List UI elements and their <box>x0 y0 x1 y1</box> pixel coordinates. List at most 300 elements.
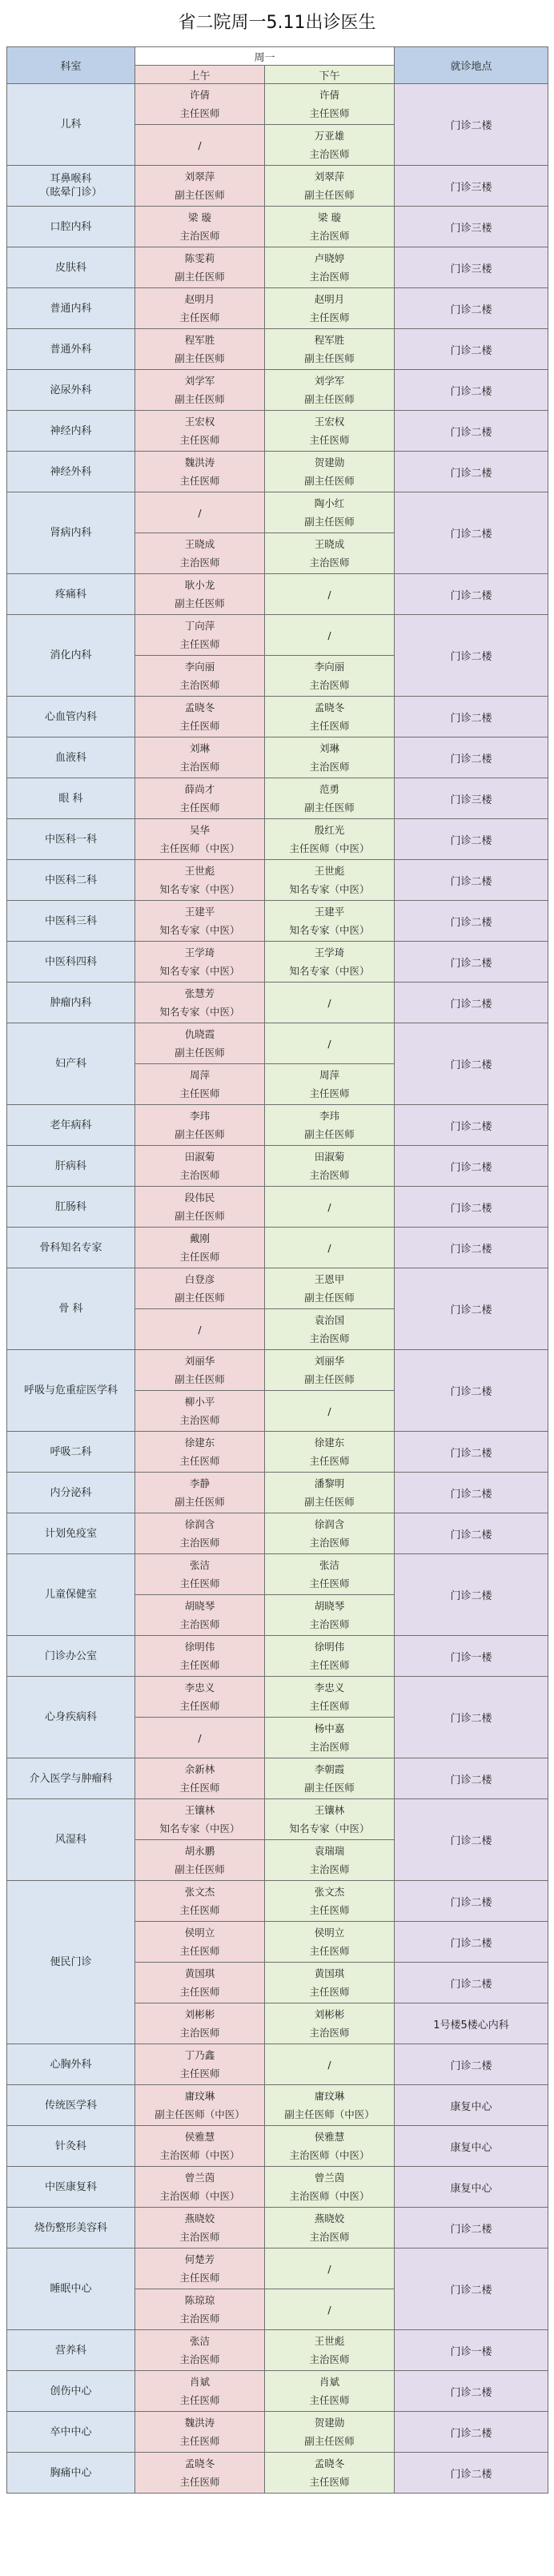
doctor-name: 刘翠萍 <box>314 171 345 183</box>
doctor-name: 张文杰 <box>314 1886 345 1898</box>
doctor-name: 陶小红 <box>314 497 345 509</box>
doctor-title: 主治医师 <box>309 1332 350 1344</box>
location-cell: 门诊二楼 <box>395 1677 548 1758</box>
doctor-name: 范勇 <box>319 783 340 795</box>
doctor-title: 主任医师 <box>179 2394 220 2406</box>
morning-doctor <box>135 533 265 574</box>
doctor-name: 田淑菊 <box>184 1151 215 1163</box>
table-row <box>7 247 548 288</box>
department-cell: 口腔内科 <box>7 207 135 247</box>
department-cell: 创伤中心 <box>7 2371 135 2412</box>
morning-doctor <box>135 1105 265 1146</box>
doctor-title: 主治医师 <box>179 2313 220 2325</box>
doctor-name: 肖斌 <box>189 2376 210 2388</box>
department-cell: 中医科一科 <box>7 819 135 860</box>
doctor-name: 曾兰茵 <box>184 2172 215 2184</box>
doctor-name: 贺建勋 <box>314 2417 345 2429</box>
afternoon-doctor <box>265 1840 395 1881</box>
department-cell: 疼痛科 <box>7 574 135 615</box>
table-row <box>7 1881 548 1922</box>
location-cell: 门诊二楼 <box>395 615 548 697</box>
department-cell: 骨 科 <box>7 1268 135 1350</box>
doctor-title: 主任医师 <box>309 1659 350 1671</box>
doctor-name: 程军胜 <box>314 334 345 346</box>
morning-doctor <box>135 2126 265 2167</box>
doctor-name: 白登彦 <box>184 1273 215 1285</box>
doctor-title: 主任医师（中医） <box>289 842 370 854</box>
department-cell: 介入医学与肿瘤科 <box>7 1758 135 1799</box>
doctor-title: 主任医师 <box>179 1087 220 1099</box>
doctor-name: 陈雯莉 <box>184 252 215 264</box>
doctor-name: 曾兰茵 <box>314 2172 345 2184</box>
location-cell: 门诊二楼 <box>395 737 548 778</box>
table-row <box>7 411 548 452</box>
doctor-title: 主治医师 <box>309 761 350 773</box>
location-cell: 门诊二楼 <box>395 288 548 329</box>
doctor-name: 刘丽华 <box>184 1355 215 1367</box>
doctor-title: 主任医师 <box>309 311 350 324</box>
doctor-name: / <box>327 1200 331 1213</box>
doctor-name: 李向丽 <box>314 661 345 673</box>
doctor-title: 知名专家（中医） <box>289 924 370 936</box>
doctor-title: 知名专家（中医） <box>159 965 240 977</box>
doctor-title: 主任医师 <box>179 1945 220 1957</box>
doctor-name: 赵明月 <box>314 293 345 305</box>
afternoon-doctor <box>265 288 395 329</box>
morning-doctor <box>135 860 265 901</box>
location-cell: 门诊二楼 <box>395 1554 548 1636</box>
doctor-title: 主任医师 <box>179 802 220 814</box>
doctor-title: 主任医师 <box>309 2476 350 2488</box>
doctor-name: / <box>327 2303 331 2316</box>
afternoon-doctor <box>265 574 395 615</box>
location-cell: 门诊二楼 <box>395 1513 548 1554</box>
doctor-name: 陈琼琼 <box>184 2294 215 2306</box>
afternoon-doctor <box>265 615 395 656</box>
doctor-name: 侯雅慧 <box>184 2131 215 2143</box>
afternoon-doctor <box>265 2167 395 2208</box>
doctor-name: 徐润含 <box>184 1518 215 1530</box>
doctor-name: 徐建东 <box>184 1437 215 1449</box>
doctor-name: 徐明伟 <box>314 1641 345 1653</box>
doctor-name: 卢晓婷 <box>314 252 345 264</box>
morning-doctor <box>135 1064 265 1105</box>
table-row <box>7 942 548 983</box>
doctor-name: 张洁 <box>189 1559 210 1571</box>
afternoon-doctor <box>265 1105 395 1146</box>
doctor-title: 知名专家（中医） <box>289 965 370 977</box>
department-cell: 心身疾病科 <box>7 1677 135 1758</box>
department-cell: 中医科四科 <box>7 942 135 983</box>
morning-doctor <box>135 1350 265 1391</box>
doctor-title: 副主任医师 <box>175 189 225 201</box>
location-cell: 门诊三楼 <box>395 247 548 288</box>
location-cell: 门诊二楼 <box>395 2044 548 2085</box>
afternoon-doctor <box>265 942 395 983</box>
department-cell: 儿科 <box>7 84 135 166</box>
location-cell: 康复中心 <box>395 2126 548 2167</box>
doctor-name: 张洁 <box>189 2335 210 2347</box>
doctor-title: 主治医师（中医） <box>159 2190 240 2202</box>
department-cell: 烧伤整形美容科 <box>7 2208 135 2248</box>
morning-doctor <box>135 1799 265 1840</box>
morning-doctor <box>135 1473 265 1513</box>
doctor-title: 主任医师 <box>179 1700 220 1712</box>
doctor-name: 袁瑞瑞 <box>314 1845 345 1857</box>
department-cell: 皮肤科 <box>7 247 135 288</box>
afternoon-doctor <box>265 2126 395 2167</box>
doctor-name: 侯明立 <box>314 1927 345 1939</box>
doctor-title: 主任医师 <box>179 1251 220 1263</box>
afternoon-doctor <box>265 2371 395 2412</box>
location-cell: 门诊二楼 <box>395 574 548 615</box>
doctor-name: 燕晓姣 <box>314 2212 345 2224</box>
doctor-name: 徐明伟 <box>184 1641 215 1653</box>
location-cell: 门诊二楼 <box>395 1799 548 1881</box>
table-row <box>7 2126 548 2167</box>
afternoon-doctor <box>265 737 395 778</box>
morning-doctor <box>135 901 265 942</box>
morning-doctor <box>135 2289 265 2330</box>
doctor-title: 主任医师 <box>179 2068 220 2080</box>
afternoon-doctor <box>265 2208 395 2248</box>
doctor-name: 王镶林 <box>314 1804 345 1816</box>
doctor-name: 胡永鹏 <box>184 1845 215 1857</box>
doctor-title: 主治医师 <box>309 557 350 569</box>
doctor-name: 周萍 <box>319 1069 340 1081</box>
doctor-title: 主治医师 <box>179 679 220 691</box>
doctor-name: 刘学军 <box>184 375 215 387</box>
doctor-title: 主任医师 <box>309 107 350 119</box>
department-header: 科室 <box>7 47 135 84</box>
doctor-name: 肖斌 <box>319 2376 340 2388</box>
doctor-name: / <box>327 996 331 1009</box>
doctor-name: 李朝霞 <box>314 1763 345 1775</box>
department-cell: 门诊办公室 <box>7 1636 135 1677</box>
location-cell: 门诊二楼 <box>395 84 548 166</box>
doctor-name: / <box>327 2058 331 2071</box>
table-row <box>7 452 548 492</box>
afternoon-doctor <box>265 1309 395 1350</box>
doctor-name: 许倩 <box>319 89 340 101</box>
table-row <box>7 1268 548 1309</box>
morning-doctor <box>135 1963 265 2003</box>
morning-doctor <box>135 1554 265 1595</box>
doctor-name: / <box>327 1241 331 1254</box>
doctor-name: 王建平 <box>314 906 345 918</box>
morning-doctor <box>135 1268 265 1309</box>
doctor-title: 副主任医师 <box>304 475 355 487</box>
doctor-title: 主任医师 <box>179 107 220 119</box>
doctor-title: 副主任医师 <box>304 1782 355 1794</box>
department-cell: 内分泌科 <box>7 1473 135 1513</box>
doctor-title: 副主任医师（中医） <box>155 2108 245 2120</box>
doctor-name: / <box>198 1323 202 1336</box>
location-header: 就诊地点 <box>395 47 548 84</box>
afternoon-doctor <box>265 2289 395 2330</box>
morning-doctor <box>135 1228 265 1268</box>
table-row <box>7 2248 548 2289</box>
doctor-title: 主任医师 <box>179 1455 220 1467</box>
table-row <box>7 1554 548 1595</box>
department-cell: 卒中中心 <box>7 2412 135 2453</box>
doctor-title: 副主任医师 <box>175 271 225 283</box>
department-cell: 神经内科 <box>7 411 135 452</box>
afternoon-doctor <box>265 1432 395 1473</box>
location-cell: 门诊二楼 <box>395 1881 548 1922</box>
doctor-title: 主任医师 <box>309 1577 350 1589</box>
afternoon-doctor <box>265 1146 395 1187</box>
doctor-name: 戴刚 <box>189 1232 210 1244</box>
doctor-name: 李玮 <box>319 1110 340 1122</box>
morning-doctor <box>135 615 265 656</box>
table-row <box>7 1473 548 1513</box>
doctor-title: 主治医师（中医） <box>289 2190 370 2202</box>
doctor-title: 主任医师 <box>179 2435 220 2447</box>
afternoon-doctor <box>265 247 395 288</box>
doctor-name: 胡晓琴 <box>314 1600 345 1612</box>
doctor-name: 张慧芳 <box>184 987 215 999</box>
morning-doctor <box>135 288 265 329</box>
department-cell: 呼吸与危重症医学科 <box>7 1350 135 1432</box>
location-cell: 1号楼5楼心内科 <box>395 2003 548 2044</box>
doctor-name: / <box>327 588 331 601</box>
department-cell: 睡眠中心 <box>7 2248 135 2330</box>
department-cell: 便民门诊 <box>7 1881 135 2044</box>
doctor-title: 副主任医师 <box>175 1210 225 1222</box>
morning-doctor <box>135 207 265 247</box>
department-cell: 血液科 <box>7 737 135 778</box>
doctor-title: 副主任医师 <box>175 1047 225 1059</box>
department-cell: 心胸外科 <box>7 2044 135 2085</box>
afternoon-doctor <box>265 983 395 1023</box>
location-cell: 门诊二楼 <box>395 942 548 983</box>
doctor-title: 主治医师 <box>179 2353 220 2365</box>
morning-doctor <box>135 1677 265 1718</box>
morning-doctor <box>135 1432 265 1473</box>
location-cell: 门诊二楼 <box>395 2453 548 2494</box>
table-row <box>7 2330 548 2371</box>
doctor-title: 主治医师 <box>179 1618 220 1630</box>
doctor-title: 主治医师 <box>179 1169 220 1181</box>
doctor-name: 梁 璇 <box>188 211 211 223</box>
doctor-title: 副主任医师 <box>304 516 355 528</box>
morning-doctor <box>135 1840 265 1881</box>
location-cell: 门诊二楼 <box>395 819 548 860</box>
morning-doctor <box>135 1922 265 1963</box>
morning-doctor <box>135 492 265 533</box>
location-cell: 门诊二楼 <box>395 1432 548 1473</box>
doctor-name: 侯雅慧 <box>314 2131 345 2143</box>
afternoon-doctor <box>265 1636 395 1677</box>
doctor-name: 袁治国 <box>314 1314 345 1326</box>
table-row <box>7 778 548 819</box>
location-cell: 门诊二楼 <box>395 983 548 1023</box>
doctor-title: 副主任医师 <box>175 1863 225 1875</box>
location-cell: 门诊二楼 <box>395 1922 548 1963</box>
doctor-name: 王宏权 <box>184 416 215 428</box>
doctor-title: 主任医师 <box>309 1700 350 1712</box>
doctor-name: 丁向萍 <box>184 620 215 632</box>
doctor-title: 主治医师 <box>179 761 220 773</box>
doctor-title: 主治医师 <box>309 2353 350 2365</box>
department-cell: 肝病科 <box>7 1146 135 1187</box>
department-cell: 计划免疫室 <box>7 1513 135 1554</box>
doctor-name: 王世彪 <box>314 2335 345 2347</box>
department-cell: 妇产科 <box>7 1023 135 1105</box>
afternoon-doctor <box>265 1228 395 1268</box>
doctor-name: 李静 <box>189 1477 210 1489</box>
afternoon-doctor <box>265 1677 395 1718</box>
morning-doctor <box>135 166 265 207</box>
table-row <box>7 1758 548 1799</box>
doctor-title: 副主任医师 <box>175 1496 225 1508</box>
afternoon-doctor <box>265 1718 395 1758</box>
doctor-title: 主治医师（中医） <box>159 2149 240 2161</box>
doctor-title: 主任医师 <box>179 720 220 732</box>
afternoon-doctor <box>265 1473 395 1513</box>
afternoon-doctor <box>265 533 395 574</box>
location-cell: 门诊三楼 <box>395 207 548 247</box>
morning-doctor <box>135 1391 265 1432</box>
morning-doctor <box>135 84 265 125</box>
location-cell: 门诊一楼 <box>395 1636 548 1677</box>
afternoon-header: 下午 <box>265 66 395 84</box>
location-cell: 门诊二楼 <box>395 2371 548 2412</box>
afternoon-doctor <box>265 1064 395 1105</box>
doctor-title: 主治医师 <box>309 2231 350 2243</box>
location-cell: 门诊二楼 <box>395 1146 548 1187</box>
doctor-title: 主治医师 <box>309 1618 350 1630</box>
afternoon-doctor <box>265 2003 395 2044</box>
table-row <box>7 2371 548 2412</box>
doctor-name: 刘丽华 <box>314 1355 345 1367</box>
location-cell: 门诊二楼 <box>395 1268 548 1350</box>
doctor-title: 主任医师 <box>179 311 220 324</box>
doctor-name: 侯明立 <box>184 1927 215 1939</box>
location-cell: 康复中心 <box>395 2085 548 2126</box>
doctor-name: 万亚雄 <box>314 130 345 142</box>
morning-doctor <box>135 125 265 166</box>
table-row <box>7 2412 548 2453</box>
table-row <box>7 2167 548 2208</box>
doctor-title: 主任医师 <box>179 434 220 446</box>
table-row <box>7 166 548 207</box>
doctor-title: 主治医师 <box>309 1169 350 1181</box>
doctor-name: 刘彬彬 <box>314 2008 345 2020</box>
afternoon-doctor <box>265 1595 395 1636</box>
afternoon-doctor <box>265 2453 395 2494</box>
table-row <box>7 1146 548 1187</box>
doctor-title: 副主任医师 <box>304 189 355 201</box>
table-row <box>7 1105 548 1146</box>
morning-doctor <box>135 452 265 492</box>
doctor-title: 主治医师 <box>179 1414 220 1426</box>
afternoon-doctor <box>265 1268 395 1309</box>
afternoon-doctor <box>265 2330 395 2371</box>
doctor-title: 副主任医师 <box>175 1373 225 1385</box>
table-row <box>7 819 548 860</box>
afternoon-doctor <box>265 125 395 166</box>
doctor-name: / <box>327 1037 331 1050</box>
location-cell: 门诊二楼 <box>395 2412 548 2453</box>
table-row <box>7 329 548 370</box>
doctor-name: 贺建勋 <box>314 456 345 468</box>
department-cell: 营养科 <box>7 2330 135 2371</box>
morning-doctor <box>135 2371 265 2412</box>
location-cell: 门诊二楼 <box>395 1228 548 1268</box>
doctor-name: 王镶林 <box>184 1804 215 1816</box>
doctor-name: / <box>327 629 331 641</box>
doctor-name: / <box>327 2262 331 2275</box>
doctor-title: 主治医师 <box>179 1537 220 1549</box>
location-cell: 门诊二楼 <box>395 1473 548 1513</box>
table-row <box>7 2208 548 2248</box>
location-cell: 门诊二楼 <box>395 697 548 737</box>
table-row <box>7 1636 548 1677</box>
afternoon-doctor <box>265 1963 395 2003</box>
afternoon-doctor <box>265 697 395 737</box>
doctor-title: 主治医师 <box>179 2027 220 2039</box>
morning-doctor <box>135 2044 265 2085</box>
table-row <box>7 1228 548 1268</box>
location-cell: 门诊二楼 <box>395 452 548 492</box>
doctor-name: 王世彪 <box>184 865 215 877</box>
department-cell: 普通外科 <box>7 329 135 370</box>
doctor-name: 徐润含 <box>314 1518 345 1530</box>
doctor-title: 主任医师 <box>179 1904 220 1916</box>
morning-doctor <box>135 1636 265 1677</box>
doctor-title: 主任医师 <box>179 1782 220 1794</box>
table-row <box>7 84 548 125</box>
doctor-title: 知名专家（中医） <box>289 883 370 895</box>
morning-doctor <box>135 247 265 288</box>
morning-doctor <box>135 1309 265 1350</box>
doctor-name: 燕晓姣 <box>184 2212 215 2224</box>
doctor-name: 王世彪 <box>314 865 345 877</box>
table-row <box>7 1677 548 1718</box>
doctor-name: 胡晓琴 <box>184 1600 215 1612</box>
afternoon-doctor <box>265 2085 395 2126</box>
morning-doctor <box>135 1881 265 1922</box>
doctor-name: 庸玟琳 <box>314 2090 345 2102</box>
afternoon-doctor <box>265 1023 395 1064</box>
table-row <box>7 288 548 329</box>
doctor-name: 殷红光 <box>314 824 345 836</box>
morning-doctor <box>135 2330 265 2371</box>
morning-doctor <box>135 2003 265 2044</box>
morning-doctor <box>135 778 265 819</box>
morning-doctor <box>135 1718 265 1758</box>
doctor-name: / <box>198 139 202 151</box>
table-row <box>7 697 548 737</box>
doctor-title: 副主任医师 <box>304 1292 355 1304</box>
morning-doctor <box>135 1146 265 1187</box>
doctor-title: 副主任医师 <box>175 352 225 364</box>
morning-doctor <box>135 574 265 615</box>
table-row <box>7 207 548 247</box>
location-cell: 门诊二楼 <box>395 329 548 370</box>
doctor-name: / <box>327 1405 331 1417</box>
location-cell: 门诊二楼 <box>395 1187 548 1228</box>
morning-doctor <box>135 2208 265 2248</box>
doctor-name: 刘琳 <box>189 742 210 754</box>
doctor-name: 王学琦 <box>314 946 345 958</box>
doctor-title: 主治医师 <box>309 148 350 160</box>
table-row <box>7 1350 548 1391</box>
doctor-name: 王恩甲 <box>314 1273 345 1285</box>
doctor-title: 主治医师 <box>309 1537 350 1549</box>
